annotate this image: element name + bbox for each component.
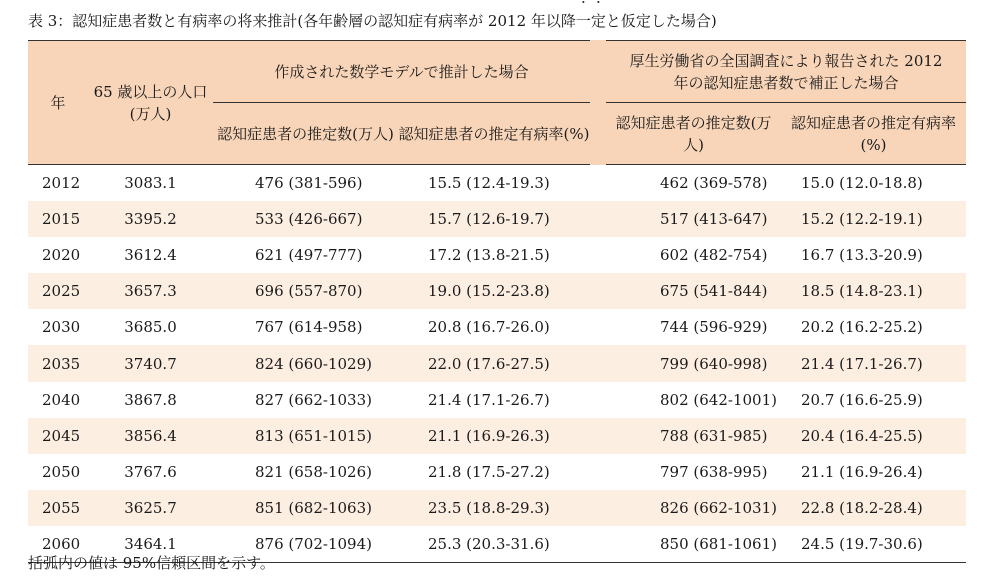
cell-year: 2055 [28,490,88,526]
cell-revised-rate: 22.8 (18.2-28.4) [781,490,966,526]
cell-revised-patients: 744 (596-929) [660,318,768,337]
table-row [28,273,966,309]
table-header [28,41,966,165]
cell-model-patients: 876 (702-1094) [213,526,398,562]
cell-model-patients: 824 (660-1029) [213,345,398,381]
header-revised-group: 厚生労働省の全国調査により報告された 2012 年の認知症患者数で補正した場合 [598,41,966,103]
header-year: 年 [28,41,88,165]
table-row [28,309,966,345]
caption-emphasis-char: ・ 定 [591,10,606,32]
caption-text-end: と仮定した場合) [605,12,717,30]
footnote: 括弧内の値は 95%信頼区間を示す。 [28,554,275,572]
cell-revised-patients: 826 (662-1031) [598,490,781,526]
cell-population: 3867.8 [124,390,177,409]
header-model-patients: 認知症患者の推定数(万人) [213,103,398,165]
cell-year: 2020 [42,245,81,264]
table-row [28,201,966,237]
cell-revised-patients: 797 (638-995) [660,463,768,482]
cell-model-patients: 621 (497-777) [255,245,363,264]
cell-population: 3767.6 [124,463,177,482]
cell-model-rate: 15.7 (12.6-19.7) [398,201,598,237]
cell-revised-rate: 20.4 (16.4-25.5) [781,418,966,454]
cell-population: 3612.4 [124,245,177,264]
table-row [28,382,966,418]
table-row [28,490,966,526]
cell-year: 2025 [28,273,88,309]
cell-revised-rate: 20.7 (16.6-25.9) [801,390,923,409]
header-model-group: 作成された数学モデルで推計した場合 [213,41,598,103]
cell-model-patients: 696 (557-870) [213,273,398,309]
cell-model-patients: 827 (662-1033) [255,390,372,409]
cell-revised-rate: 16.7 (13.3-20.9) [801,245,923,264]
cell-population: 3856.4 [88,418,213,454]
cell-model-rate: 25.3 (20.3-31.6) [398,526,598,562]
header-model-rate: 認知症患者の推定有病率(%) [398,103,598,165]
cell-revised-patients: 799 (640-998) [598,345,781,381]
cell-model-rate: 21.4 (17.1-26.7) [428,390,550,409]
header-revised-patients: 認知症患者の推定数(万人) [598,103,781,165]
cell-revised-patients: 788 (631-985) [598,418,781,454]
projection-table [28,40,966,563]
cell-model-rate: 21.8 (17.5-27.2) [428,463,550,482]
cell-population: 3083.1 [124,173,177,192]
cell-population: 3625.7 [88,490,213,526]
caption-emphasis-char: ・ 一 [576,10,591,32]
cell-model-rate: 22.0 (17.6-27.5) [398,345,598,381]
cell-population: 3395.2 [88,201,213,237]
cell-revised-patients: 462 (369-578) [660,173,768,192]
cell-revised-patients: 850 (681-1061) [598,526,781,562]
cell-revised-rate: 21.4 (17.1-26.7) [781,345,966,381]
header-population: 65 歳以上の人口(万人) [88,41,213,165]
cell-model-rate: 17.2 (13.8-21.5) [428,245,550,264]
cell-population: 3657.3 [88,273,213,309]
cell-year: 2040 [42,390,81,409]
cell-population: 3464.1 [88,526,213,562]
cell-revised-rate: 21.1 (16.9-26.4) [801,463,923,482]
table-row [28,454,966,490]
cell-model-rate: 19.0 (15.2-23.8) [398,273,598,309]
cell-year: 2035 [28,345,88,381]
cell-population: 3685.0 [124,318,177,337]
cell-model-rate: 20.8 (16.7-26.0) [428,318,550,337]
cell-population: 3740.7 [88,345,213,381]
cell-model-patients: 767 (614-958) [255,318,363,337]
caption-text: 表 3：認知症患者数と有病率の将来推計(各年齢層の認知症有病率が 2012 年以降 [28,12,576,30]
cell-model-rate: 15.5 (12.4-19.3) [428,173,550,192]
cell-revised-rate: 20.2 (16.2-25.2) [801,318,923,337]
cell-year: 2045 [28,418,88,454]
cell-model-patients: 813 (651-1015) [213,418,398,454]
cell-year: 2015 [28,201,88,237]
cell-year: 2060 [28,526,88,562]
cell-revised-patients: 675 (541-844) [598,273,781,309]
cell-model-rate: 21.1 (16.9-26.3) [398,418,598,454]
cell-model-patients: 821 (658-1026) [255,463,372,482]
cell-revised-patients: 602 (482-754) [660,245,768,264]
table-row [28,345,966,381]
table-row [28,237,966,273]
cell-revised-patients: 517 (413-647) [598,201,781,237]
cell-model-patients: 533 (426-667) [213,201,398,237]
table-row [28,165,966,201]
cell-revised-rate: 18.5 (14.8-23.1) [781,273,966,309]
cell-year: 2012 [42,173,81,192]
cell-revised-rate: 24.5 (19.7-30.6) [781,526,966,562]
cell-revised-rate: 15.0 (12.0-18.8) [801,173,923,192]
cell-model-rate: 23.5 (18.8-29.3) [398,490,598,526]
cell-revised-rate: 15.2 (12.2-19.1) [781,201,966,237]
cell-year: 2030 [42,318,81,337]
cell-revised-patients: 802 (642-1001) [660,390,777,409]
cell-model-patients: 851 (682-1063) [213,490,398,526]
cell-model-patients: 476 (381-596) [255,173,363,192]
table-caption [28,10,988,32]
header-revised-rate: 認知症患者の推定有病率(%) [781,103,966,165]
table-body [28,165,966,563]
cell-year: 2050 [42,463,81,482]
table-row [28,418,966,454]
